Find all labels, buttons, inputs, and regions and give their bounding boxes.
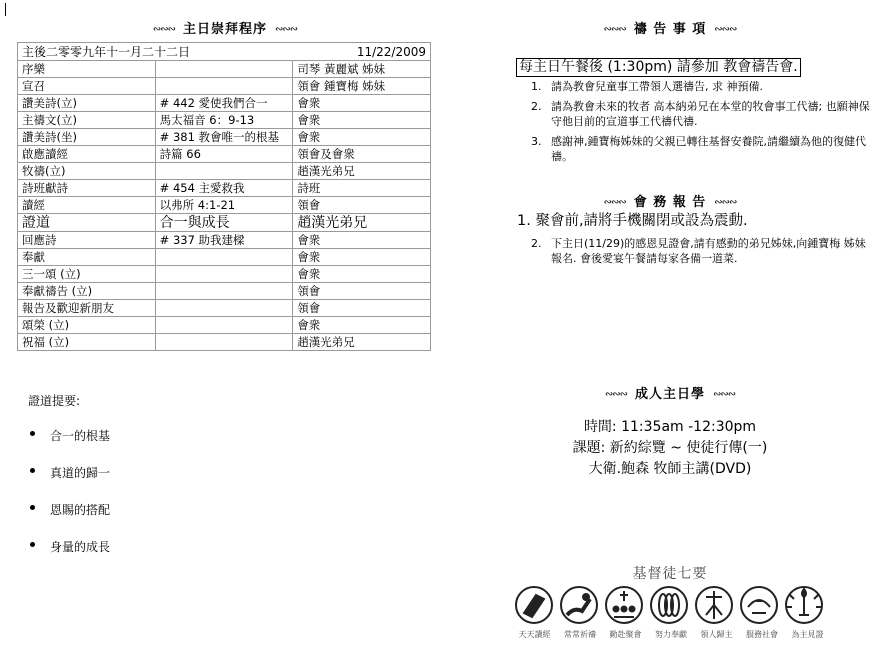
worship-row (18, 283, 431, 300)
worship-row (18, 180, 431, 197)
item-text: 聚會前,請將手機關閉或設為震動. (535, 213, 748, 229)
item-text: 下主日(11/29)的感恩見證會,請有感動的弟兄姊妹,向鍾寶梅 姊妹報名. 會後愛宴午餐請每家各備一道菜. (551, 237, 866, 265)
worship-item: 讀經 (18, 197, 156, 214)
worship-content: # 337 助我建樑 (155, 232, 293, 249)
worship-content (155, 61, 293, 78)
worship-row (18, 214, 431, 232)
worship-person: 趙漢光弟兄 (293, 163, 431, 180)
worship-content (155, 283, 293, 300)
adult-school-title-text: 成人主日學 (634, 387, 705, 402)
worship-row (18, 78, 431, 95)
offering-icon (651, 587, 687, 623)
item-number: 2. (531, 100, 542, 113)
worship-person: 會衆 (293, 317, 431, 334)
worship-item: 序樂 (18, 61, 156, 78)
worship-item: 報告及歡迎新朋友 (18, 300, 156, 317)
church-news-list (517, 213, 866, 271)
seven-label: 勤赴聚會 (609, 630, 642, 639)
worship-content (155, 300, 293, 317)
worship-item: 讚美詩(坐) (18, 129, 156, 146)
worship-item: 主禱文(立) (18, 112, 156, 129)
prayer-item (531, 99, 871, 129)
seven-label: 常常祈禱 (564, 630, 596, 639)
outline-list (28, 427, 110, 575)
seven-essentials-labels (512, 629, 830, 640)
outline-point (28, 427, 110, 464)
bullet-icon (30, 468, 35, 473)
witness-icon (786, 587, 822, 623)
item-text: 請為教會兒童事工帶領人選禱告, 求 神預備. (551, 80, 763, 93)
worship-content: # 454 主愛救我 (155, 180, 293, 197)
bullet-icon (30, 431, 35, 436)
item-number: 2. (531, 237, 542, 250)
prayer-item (531, 79, 871, 94)
worship-date-text: 主後二零零九年十一月二十二日 (22, 44, 191, 59)
worship-item: 祝福 (立) (18, 334, 156, 351)
worship-row (18, 163, 431, 180)
seven-label: 為主見證 (791, 630, 824, 639)
service-icon (741, 587, 777, 623)
worship-content: # 381 教會唯一的根基 (155, 129, 293, 146)
item-number: 1. (531, 80, 542, 93)
worship-item: 宣召 (18, 78, 156, 95)
worship-item: 三一頌 (立) (18, 266, 156, 283)
outline-point-text: 合一的根基 (50, 429, 111, 443)
worship-row (18, 249, 431, 266)
worship-item: 牧禱(立) (18, 163, 156, 180)
worship-content: 合一與成長 (155, 214, 293, 232)
ornament-right: ∾∾∾ (714, 24, 737, 35)
seven-label: 努力奉獻 (655, 630, 687, 639)
worship-row (18, 266, 431, 283)
seven-label: 領人歸主 (700, 630, 733, 639)
worship-item: 讚美詩(立) (18, 95, 156, 112)
worship-person: 趙漢光弟兄 (293, 334, 431, 351)
worship-header-row (18, 43, 431, 61)
outline-point (28, 501, 110, 538)
prayer-item (531, 134, 871, 164)
worship-title-text: 主日崇拜程序 (182, 22, 267, 37)
worship-person: 領會 鍾寶梅 姊妹 (293, 78, 431, 95)
outline-point-text: 恩賜的搭配 (50, 503, 111, 517)
worship-person: 領會 (293, 197, 431, 214)
worship-person: 會衆 (293, 232, 431, 249)
adult-school-title (520, 383, 820, 402)
worship-person: 領會及會衆 (293, 146, 431, 163)
worship-person: 趙漢光弟兄 (293, 214, 431, 232)
worship-date-num: 11/22/2009 (356, 44, 426, 59)
worship-row (18, 317, 431, 334)
worship-person: 領會 (293, 300, 431, 317)
outline-point-text: 真道的歸一 (50, 466, 111, 480)
worship-row (18, 334, 431, 351)
seven-essentials-title: 基督徒七要 (632, 566, 708, 582)
prayer-list (531, 79, 871, 169)
worship-row (18, 95, 431, 112)
adult-school-teacher: 大衛.鮑森 牧師主講(DVD) (588, 461, 752, 477)
church-news-item (531, 236, 866, 266)
worship-item: 奉獻 (18, 249, 156, 266)
outline-title: 證道提要: (28, 394, 81, 408)
worship-person: 會衆 (293, 266, 431, 283)
adult-school-time: 時間: 11:35am -12:30pm (583, 419, 757, 435)
worship-item: 奉獻禱告 (立) (18, 283, 156, 300)
worship-item: 啟應讀經 (18, 146, 156, 163)
worship-date-cell (18, 43, 431, 61)
prayer-title (520, 18, 820, 37)
ornament-right: ∾∾∾ (275, 24, 298, 35)
worship-content (155, 78, 293, 95)
worship-content: 詩篇 66 (155, 146, 293, 163)
worship-content (155, 266, 293, 283)
prayer-title-text: 禱 告 事 項 (633, 22, 707, 37)
worship-row (18, 300, 431, 317)
evangelism-icon (696, 587, 732, 623)
worship-item: 回應詩 (18, 232, 156, 249)
item-text: 請為教會未來的牧者 高本納弟兄在本堂的牧會事工代禱; 也願神保守他目前的宣道事工代禱代禱. (551, 100, 870, 128)
worship-person: 會衆 (293, 95, 431, 112)
seven-essentials-icons (512, 585, 830, 625)
adult-school-info (520, 417, 820, 480)
seven-label: 天天讀經 (518, 630, 551, 639)
church-news-title-text: 會 務 報 告 (633, 195, 707, 210)
outline-point (28, 538, 110, 575)
worship-content: 馬太福音 6：9-13 (155, 112, 293, 129)
worship-content: 以弗所 4:1-21 (155, 197, 293, 214)
prayer-meeting-box: 每主日午餐後 (1:30pm) 請參加 教會禱告會. (516, 58, 801, 77)
text-cursor (5, 3, 6, 16)
outline-point-text: 身量的成長 (50, 540, 111, 554)
worship-order-table (17, 42, 431, 351)
ornament-left: ∾∾∾ (603, 197, 626, 208)
worship-content (155, 317, 293, 334)
ornament-left: ∾∾∾ (603, 24, 626, 35)
praying-icon (561, 587, 597, 623)
outline-point (28, 464, 110, 501)
worship-person: 會衆 (293, 112, 431, 129)
worship-row (18, 146, 431, 163)
worship-row (18, 112, 431, 129)
worship-person: 領會 (293, 283, 431, 300)
worship-item: 證道 (18, 214, 156, 232)
church-news-title (520, 191, 820, 210)
worship-row (18, 197, 431, 214)
worship-item: 頌榮 (立) (18, 317, 156, 334)
worship-person: 會衆 (293, 129, 431, 146)
bible-reading-icon (516, 587, 552, 623)
ornament-left: ∾∾∾ (604, 389, 627, 400)
seven-label: 服務社會 (746, 630, 778, 639)
bullet-icon (30, 542, 35, 547)
worship-person: 司琴 黃麗斌 姊妹 (293, 61, 431, 78)
item-text: 感謝神,鍾寶梅姊妹的父親已轉往基督安養院,請繼續為他的復健代禱。 (551, 135, 866, 163)
church-news-item (517, 213, 866, 230)
bullet-icon (30, 505, 35, 510)
sermon-outline (28, 392, 110, 575)
ornament-left: ∾∾∾ (152, 24, 175, 35)
adult-school-topic: 課題: 新約綜覽 ~ 使徒行傳(一) (572, 440, 768, 456)
worship-row (18, 129, 431, 146)
worship-content (155, 334, 293, 351)
worship-row (18, 61, 431, 78)
item-number: 3. (531, 135, 542, 148)
worship-title (80, 18, 370, 37)
attending-icon (606, 587, 642, 623)
item-number: 1. (517, 213, 531, 229)
worship-person: 會衆 (293, 249, 431, 266)
worship-person: 詩班 (293, 180, 431, 197)
worship-content: # 442 愛使我們合一 (155, 95, 293, 112)
worship-content (155, 249, 293, 266)
worship-item: 詩班獻詩 (18, 180, 156, 197)
worship-row (18, 232, 431, 249)
worship-content (155, 163, 293, 180)
ornament-right: ∾∾∾ (714, 197, 737, 208)
ornament-right: ∾∾∾ (713, 389, 736, 400)
